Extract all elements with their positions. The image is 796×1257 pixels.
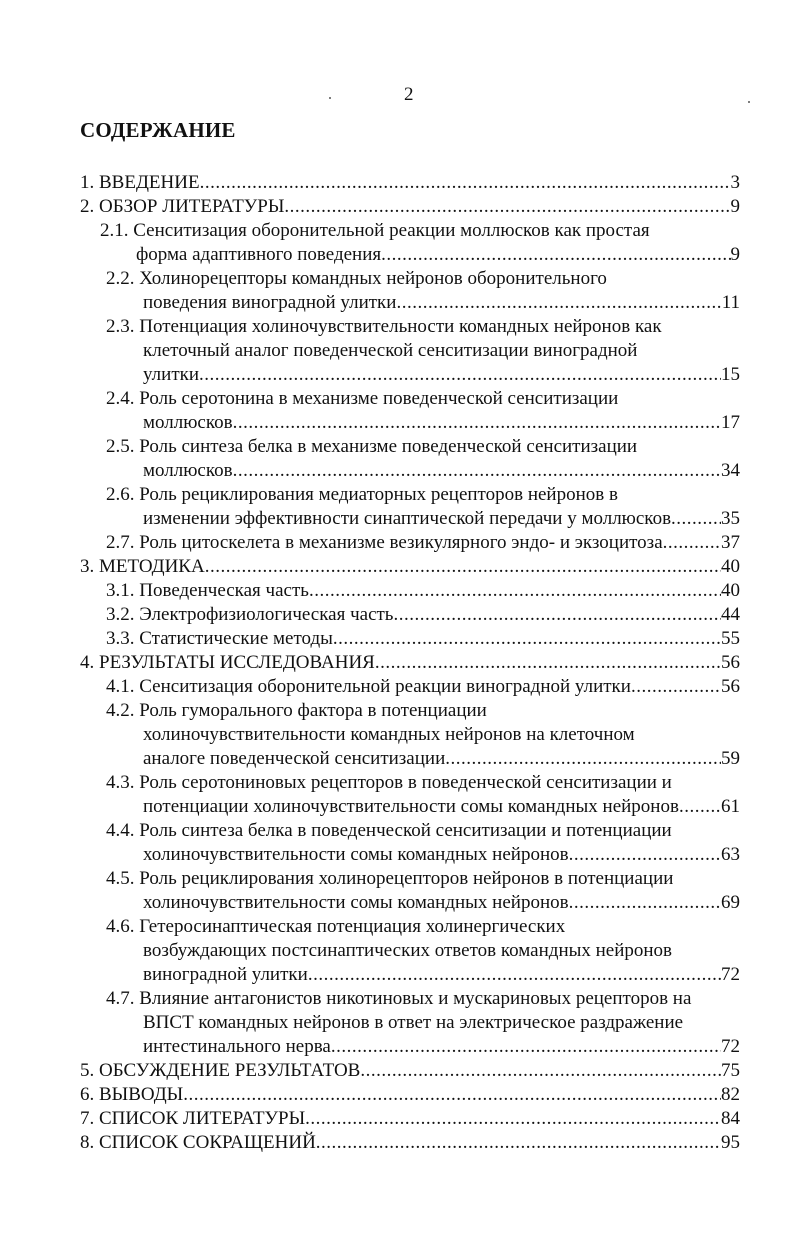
toc-entry-leader-line — [143, 291, 740, 315]
toc-entry-page-number: 34 — [721, 460, 740, 481]
toc-entry-page-number: 95 — [721, 1132, 740, 1153]
toc-entry-title: 7. СПИСОК ЛИТЕРАТУРЫ — [80, 1108, 306, 1129]
toc-entry-leader-line — [143, 411, 740, 435]
toc-entry-leader-line — [80, 1059, 740, 1083]
toc-entry-page-number: 11 — [721, 292, 740, 313]
toc-entry-page-number: 9 — [730, 244, 740, 265]
page-number: 2 — [404, 84, 414, 105]
toc-entry-title: интестинального нерва — [143, 1036, 331, 1057]
dot-leader — [233, 411, 721, 435]
dot-leader — [393, 603, 721, 627]
toc-entry-title-line: 4.4. Роль синтеза белка в поведенческой сенситизации и потенциации — [106, 820, 672, 841]
toc-entry-title: изменении эффективности синаптической передачи у моллюсков — [143, 508, 672, 529]
dot-leader — [183, 1083, 721, 1107]
toc-entry-title: 2. ОБЗОР ЛИТЕРАТУРЫ — [80, 196, 285, 217]
toc-entry-title: 3.2. Электрофизиологическая часть — [106, 604, 394, 625]
toc-entry-title-line: ВПСТ командных нейронов в ответ на электрическое раздражение — [143, 1012, 684, 1033]
dot-leader — [316, 1131, 721, 1155]
toc-entry-title-line: 4.3. Роль серотониновых рецепторов в поведенческой сенситизации и — [106, 772, 672, 793]
dot-leader — [200, 171, 731, 195]
toc-entry-leader-line — [143, 963, 740, 987]
toc-entry-title: поведения виноградной улитки — [143, 292, 397, 313]
toc-entry-title-line: 2.4. Роль серотонина в механизме поведенческой сенситизации — [106, 388, 619, 409]
toc-entry-leader-line — [143, 747, 740, 771]
toc-entry-title: аналоге поведенческой сенситизации — [143, 748, 446, 769]
toc-entry-leader-line — [136, 243, 740, 267]
toc-entry-leader-line — [106, 603, 740, 627]
toc-entry-leader-line — [106, 579, 740, 603]
dot-leader — [308, 963, 721, 987]
page-title: СОДЕРЖАНИЕ — [80, 118, 236, 142]
toc-entry-title: улитки — [143, 364, 200, 385]
toc-entry-page-number: 56 — [721, 676, 740, 697]
toc-entry-title: моллюсков — [143, 412, 233, 433]
toc-entry-leader-line — [143, 795, 740, 819]
toc-entry-title-line: 4.5. Роль рециклирования холинорецепторов нейронов в потенциации — [106, 868, 674, 889]
toc-entry-page-number: 44 — [721, 604, 740, 625]
dot-leader — [671, 507, 721, 531]
toc-entry-title: холиночувствительности сомы командных нейронов — [143, 892, 569, 913]
toc-entry-leader-line — [80, 195, 740, 219]
toc-entry-leader-line — [106, 627, 740, 651]
dot-leader — [679, 795, 721, 819]
toc-entry-page-number: 72 — [721, 1036, 740, 1057]
toc-entry-title: 2.7. Роль цитоскелета в механизме везикулярного эндо- и экзоцитоза — [106, 532, 663, 553]
toc-entry-leader-line — [143, 459, 740, 483]
dot-leader — [396, 291, 721, 315]
dot-leader — [331, 1035, 721, 1059]
toc-entry-title: форма адаптивного поведения — [136, 244, 382, 265]
toc-entry-title-line: 2.1. Сенситизация оборонительной реакции моллюсков как простая — [100, 220, 650, 241]
toc-entry-leader-line — [143, 1035, 740, 1059]
toc-entry-title-line: 4.7. Влияние антагонистов никотиновых и мускариновых рецепторов на — [106, 988, 692, 1009]
toc-entry-page-number: 3 — [730, 172, 740, 193]
dot-leader — [305, 1107, 721, 1131]
toc-entry-title-line: 2.3. Потенциация холиночувствительности командных нейронов как — [106, 316, 662, 337]
dot-leader — [333, 627, 721, 651]
toc-entry-leader-line — [80, 171, 740, 195]
toc-entry-title-line: 2.6. Роль рециклирования медиаторных рецепторов нейронов в — [106, 484, 618, 505]
toc-entry-page-number: 56 — [721, 652, 740, 673]
toc-entry-title: 5. ОБСУЖДЕНИЕ РЕЗУЛЬТАТОВ — [80, 1060, 361, 1081]
dot-leader — [309, 579, 721, 603]
toc-entry-leader-line — [143, 891, 740, 915]
toc-entry-title-line: 2.5. Роль синтеза белка в механизме поведенческой сенситизации — [106, 436, 638, 457]
toc-entry-leader-line — [106, 675, 740, 699]
toc-entry-page-number: 15 — [721, 364, 740, 385]
dot-leader — [284, 195, 730, 219]
toc-entry-leader-line — [106, 531, 740, 555]
toc-entry-page-number: 75 — [721, 1060, 740, 1081]
toc-entry-page-number: 37 — [721, 532, 740, 553]
dot-leader — [199, 363, 721, 387]
toc-entry-page-number: 84 — [721, 1108, 740, 1129]
dot-leader — [631, 675, 721, 699]
toc-entry-title: холиночувствительности сомы командных нейронов — [143, 844, 569, 865]
toc-entry-title-line: холиночувствительности командных нейронов на клеточном — [143, 724, 635, 745]
toc-entry-leader-line — [80, 651, 740, 675]
toc-entry-title: 3. МЕТОДИКА — [80, 556, 205, 577]
toc-entry-title-line: возбуждающих постсинаптических ответов командных нейронов — [143, 940, 673, 961]
toc-entry-leader-line — [80, 1083, 740, 1107]
toc-entry-page-number: 40 — [721, 580, 740, 601]
toc-entry-title-line: клеточный аналог поведенческой сенситизации виноградной — [143, 340, 638, 361]
toc-entry-page-number: 17 — [721, 412, 740, 433]
toc-entry-page-number: 59 — [721, 748, 740, 769]
toc-entry-page-number: 9 — [730, 196, 740, 217]
toc-entry-page-number: 82 — [721, 1084, 740, 1105]
toc-entry-leader-line — [143, 843, 740, 867]
toc-entry-leader-line — [80, 555, 740, 579]
toc-entry-page-number: 69 — [721, 892, 740, 913]
dot-leader — [445, 747, 721, 771]
dot-leader — [205, 555, 721, 579]
toc-entry-page-number: 72 — [721, 964, 740, 985]
dot-leader — [375, 651, 721, 675]
toc-entry-page-number: 35 — [721, 508, 740, 529]
toc-entry-title: 4.1. Сенситизация оборонительной реакции виноградной улитки — [106, 676, 631, 697]
toc-entry-leader-line — [80, 1131, 740, 1155]
toc-entry-page-number: 40 — [721, 556, 740, 577]
dot-leader — [233, 459, 721, 483]
toc-entry-title: 3.3. Статистические методы — [106, 628, 333, 649]
toc-entry-leader-line — [143, 507, 740, 531]
toc-entry-page-number: 61 — [721, 796, 740, 817]
dot-leader — [381, 243, 730, 267]
toc-entry-title: виноградной улитки — [143, 964, 308, 985]
toc-entry-leader-line — [80, 1107, 740, 1131]
dot-leader — [663, 531, 721, 555]
toc-entry-title: 4. РЕЗУЛЬТАТЫ ИССЛЕДОВАНИЯ — [80, 652, 375, 673]
toc-entry-page-number: 63 — [721, 844, 740, 865]
dot-leader — [569, 891, 721, 915]
toc-entry-title: потенциации холиночувствительности сомы командных нейронов — [143, 796, 679, 817]
dot-leader — [569, 843, 721, 867]
toc-entry-title: 3.1. Поведенческая часть — [106, 580, 309, 601]
toc-entry-title: 8. СПИСОК СОКРАЩЕНИЙ — [80, 1132, 316, 1153]
dot-leader — [360, 1059, 721, 1083]
toc-entry-title: моллюсков — [143, 460, 233, 481]
toc-entry-title-line: 4.6. Гетеросинаптическая потенциация холинергических — [106, 916, 566, 937]
toc-entry-leader-line — [143, 363, 740, 387]
toc-entry-title: 1. ВВЕДЕНИЕ — [80, 172, 200, 193]
toc-entry-title: 6. ВЫВОДЫ — [80, 1084, 184, 1105]
toc-entry-title-line: 2.2. Холинорецепторы командных нейронов оборонительного — [106, 268, 607, 289]
toc-entry-page-number: 55 — [721, 628, 740, 649]
toc-entry-title-line: 4.2. Роль гуморального фактора в потенциации — [106, 700, 487, 721]
